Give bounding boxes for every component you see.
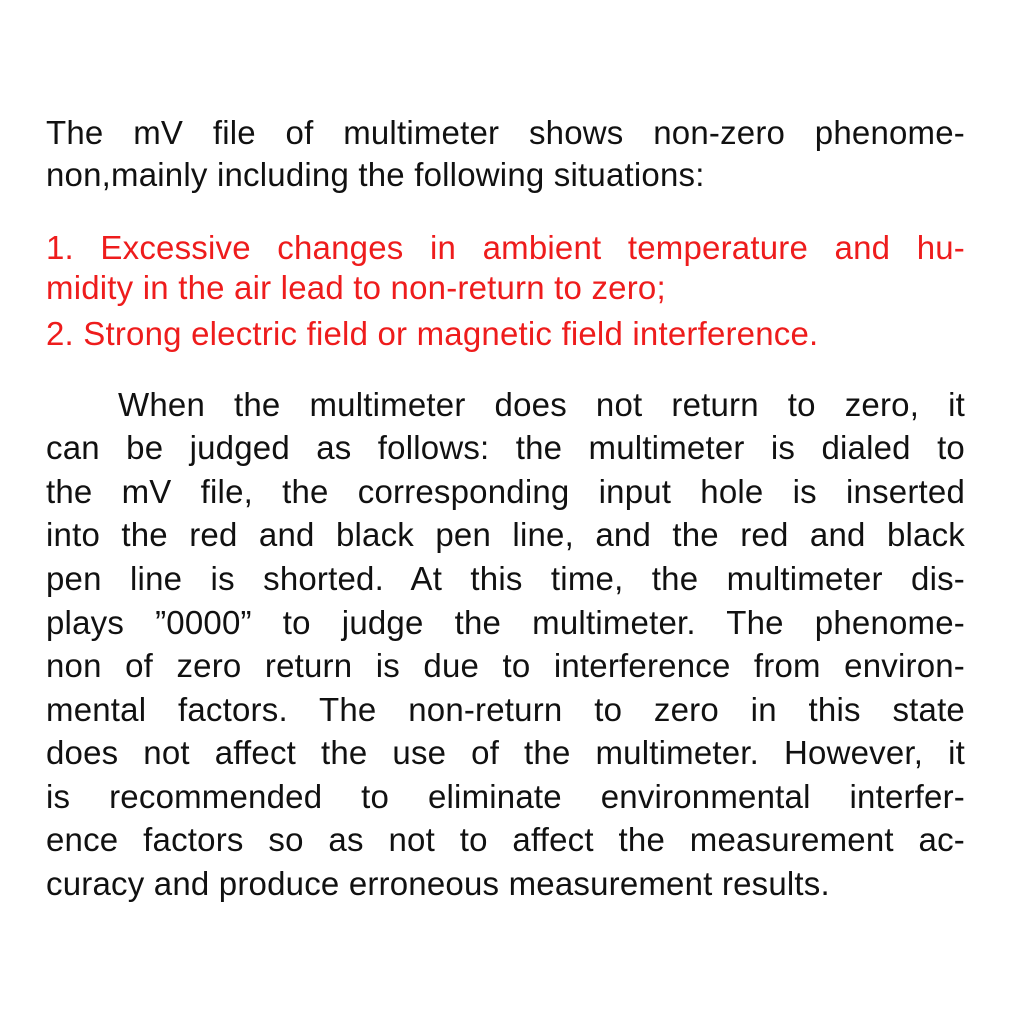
body-line-4: into the red and black pen line, and the red and black xyxy=(46,516,965,553)
body-line-7: non of zero return is due to interference from environ- xyxy=(46,647,965,684)
situation-2-line-1: 2. Strong electric field or magnetic field interference. xyxy=(46,315,819,352)
body-line-12: curacy and produce erroneous measurement results. xyxy=(46,865,830,902)
body-line-1: When the multimeter does not return to zero, it xyxy=(118,386,965,423)
body-line-2: can be judged as follows: the multimeter is dialed to xyxy=(46,429,965,466)
body-line-5: pen line is shorted. At this time, the multimeter dis- xyxy=(46,560,965,597)
situation-1-line-2: midity in the air lead to non-return to zero; xyxy=(46,269,666,306)
body-line-3: the mV file, the corresponding input hole is inserted xyxy=(46,473,965,510)
body-line-6: plays ”0000” to judge the multimeter. The phenome- xyxy=(46,604,965,641)
intro-line-2: non,mainly including the following situations: xyxy=(46,156,705,193)
body-line-11: ence factors so as not to affect the measurement ac- xyxy=(46,821,965,858)
body-line-8: mental factors. The non-return to zero in this state xyxy=(46,691,965,728)
situation-1-line-1: 1. Excessive changes in ambient temperature and hu- xyxy=(46,229,965,266)
intro-line-1: The mV file of multimeter shows non-zero phenome- xyxy=(46,114,965,151)
body-line-10: is recommended to eliminate environmental interfer- xyxy=(46,778,965,815)
body-line-9: does not affect the use of the multimeter. However, it xyxy=(46,734,965,771)
